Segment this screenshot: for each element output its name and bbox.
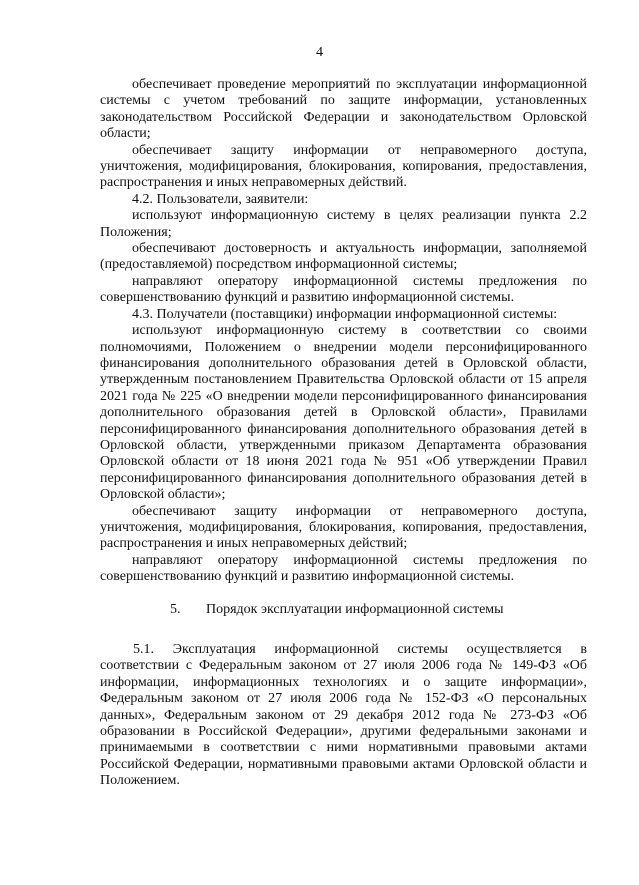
section-number: 5. [170,601,181,617]
paragraph: используют информационную систему в соответствии со своими полномочиями, Положением о внедрении модели персонифицированного финансирования дополнительного образования детей в Орловской области, утвержденным постановлением Правительства Орловской области от 15 апреля 2021 года № 225 «О внедрении модели персонифицированного финансирования дополнительного образования детей в Орловской области», Правилами персонифицированного финансирования дополнительного образования детей в Орловской области, утвержденными приказом Департамента образования Орловской области от 18 июня 2021 года № 951 «Об утверждении Правил персонифицированного финансирования дополнительного образования детей в Орловской области»; [100,323,587,503]
paragraph: направляют оператору информационной системы предложения по совершенствованию функций и развитию информационной системы. [100,273,587,306]
paragraph: направляют оператору информационной системы предложения по совершенствованию функций и развитию информационной системы. [100,552,587,585]
paragraph: 4.3. Получатели (поставщики) информации информационной системы: [132,306,558,322]
paragraph: 4.2. Пользователи, заявители: [132,191,309,207]
paragraph: используют информационную систему в целях реализации пункта 2.2 Положения; [100,208,587,240]
document-body [100,77,587,790]
paragraph: обеспечивает защиту информации от неправомерного доступа, уничтожения, модифицирования, блокирования, копирования, предоставления, распространения и иных неправомерных действий. [100,142,587,191]
section-heading [100,602,587,618]
page-number: 4 [316,45,323,60]
section-title: Порядок эксплуатации информационной системы [206,601,504,617]
paragraph: обеспечивают достоверность и актуальность информации, заполняемой (предоставляемой) посредством информационной системы; [100,241,587,273]
paragraph: обеспечивают защиту информации от неправомерного доступа, уничтожения, модифицирования, блокирования, копирования, предоставления, распространения и иных неправомерных действий; [100,503,587,552]
paragraph: 5.1. Эксплуатация информационной системы осуществляется в соответствии с Федеральным законом от 27 июля 2006 года № 149-ФЗ «Об информации, информационных технологиях и о защите информации», Федеральным законом от 27 июля 2006 года № 152-ФЗ «О персональных данных», Федеральным законом от 29 декабря 2012 года № 273-ФЗ «Об образовании в Российской Федерации», другими федеральными законами и принимаемыми в соответствии с ними нормативными правовыми актами Российской Федерации, нормативными правовыми актами Орловской области и Положением. [100,642,587,789]
paragraph: обеспечивает проведение мероприятий по эксплуатации информационной системы с учетом требований по защите информации, установленных законодательством Российской Федерации и законодательством Орловской области; [100,77,587,142]
